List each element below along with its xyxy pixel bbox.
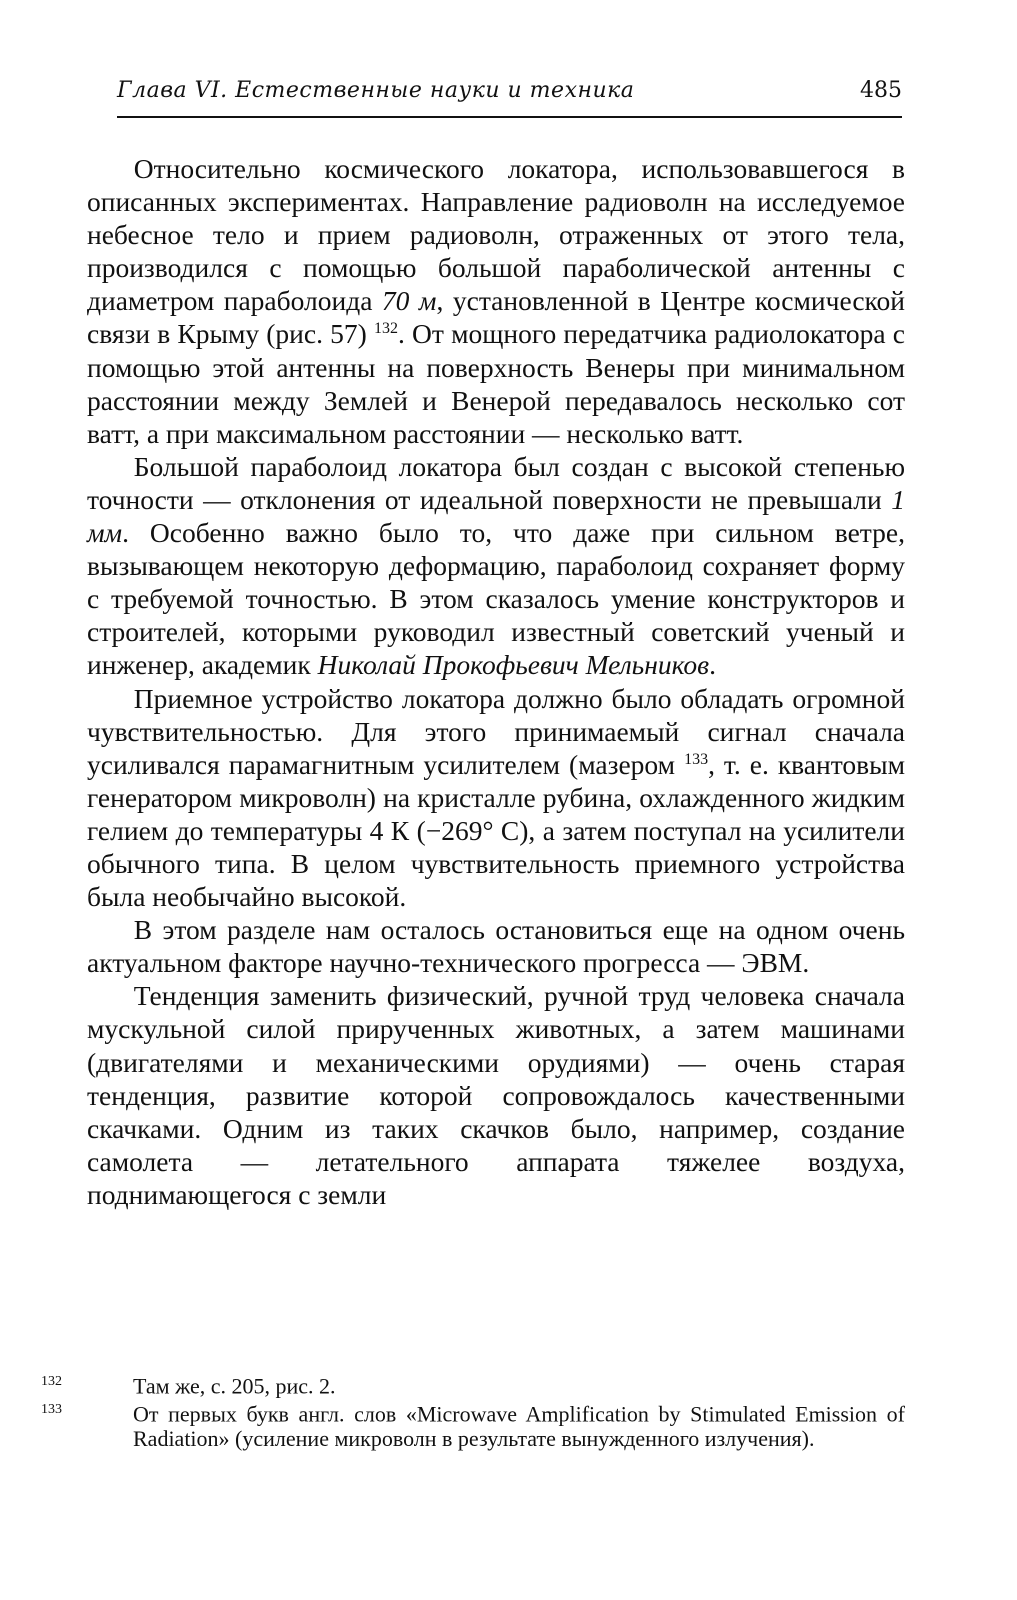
running-header [117, 76, 902, 118]
paragraph [87, 913, 905, 979]
footnote-number: 132 [41, 1374, 62, 1389]
page-number: 485 [860, 78, 902, 103]
text-run: Тенденция заменить физический, ручной труд человека сначала мускульной силой прирученных животных, а затем машинами (двигателями и механическими орудиями) — очень старая тенденция, развитие которой сопровождалось качественными скачками. Одним из таких скачков было, например, создание самолета — летательного аппарата тяжелее воздуха, поднимающегося с земли [87, 980, 905, 1210]
text-run: . [709, 649, 716, 681]
text-run: Большой параболоид локатора был создан с высокой степенью точности — отклонения от идеальной поверхности не превышали [87, 450, 905, 515]
paragraph [87, 450, 905, 682]
italic-person-name: Николай Прокофьевич Мельников [317, 649, 710, 681]
chapter-title: Глава VI. Естественные науки и техника [117, 78, 635, 103]
footnote [41, 1370, 905, 1399]
text-run: Относительно космического локатора, использовавшегося в описанных экспериментах. Направление радиоволн на исследуемое небесное тело и прием радиоволн, отраженных от этого тела, производился с помощью большой параболической антенны с диаметром параболоида [87, 153, 905, 317]
paragraph [87, 682, 905, 914]
text-run: . От мощного передатчика радиолокатора с помощью этой антенны на поверхность Венеры при минимальном расстоянии между Землей и Венерой передавалось несколько сот ватт, а при максимальном расстоянии — несколько ватт. [87, 318, 905, 449]
text-run: , установленной в Центре космической связи в Крыму (рис. 57) [87, 285, 905, 350]
footnote-text: От первых букв англ. слов «Microwave Amplification by Stimulated Emission of Radiation» (усиление микроволн в результате вынужденного излучения). [133, 1401, 905, 1451]
text-run: Приемное устройство локатора должно было обладать огромной чувствительностью. Для этого принимаемый сигнал сначала усиливался парамагнитным усилителем (мазером [87, 682, 905, 780]
footnote-ref: 132 [374, 320, 398, 338]
italic-measure: 70 м [381, 285, 437, 317]
footnote-text: Там же, с. 205, рис. 2. [133, 1373, 336, 1399]
footnote [41, 1398, 905, 1451]
text-run: , т. е. квантовым генератором микроволн) на кристалле рубина, охлажденного жидким гелием до температуры 4 К (−269° С), а затем поступал на усилители обычного типа. В целом чувствительность приемного устройства была необычайно высокой. [87, 748, 905, 913]
footnote-ref: 133 [684, 750, 709, 768]
italic-measure: 1 мм [87, 483, 905, 549]
text-run: В этом разделе нам осталось остановиться еще на одном очень актуальном факторе научно-технического прогресса — ЭВМ. [87, 914, 905, 979]
main-text [87, 152, 905, 1211]
footnotes [41, 1370, 905, 1451]
paragraph [87, 979, 905, 1211]
paragraph [87, 152, 905, 450]
footnote-number: 133 [41, 1402, 62, 1418]
text-run: . Особенно важно было то, что даже при сильном ветре, вызывающем некоторую деформацию, параболоид сохраняет форму с требуемой точностью. В этом сказалось умение конструкторов и строителей, которыми руководил известный советский ученый и инженер, академик [87, 517, 905, 681]
